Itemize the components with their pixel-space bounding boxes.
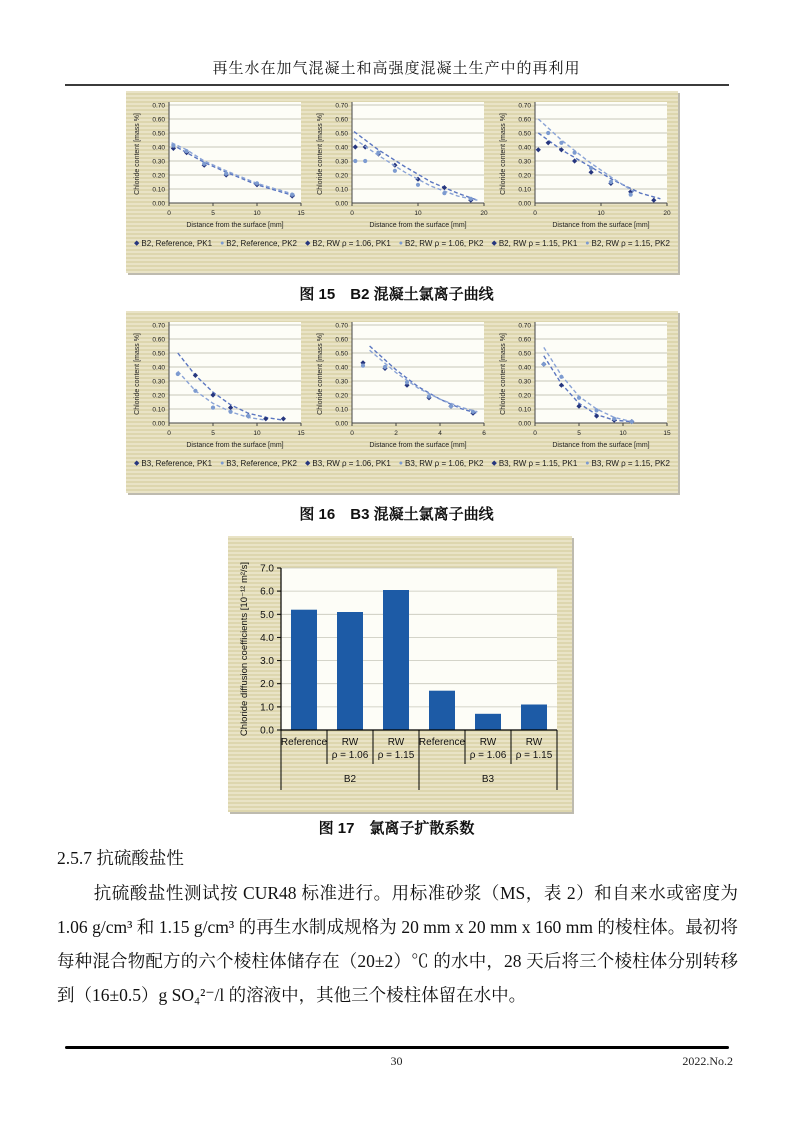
svg-text:0.20: 0.20 <box>518 172 531 180</box>
svg-text:0.40: 0.40 <box>152 144 165 152</box>
figure16-panel <box>126 311 678 493</box>
figure15-legend <box>126 237 678 248</box>
svg-text:0.60: 0.60 <box>152 116 165 124</box>
svg-text:0.00: 0.00 <box>152 420 165 428</box>
legend-item: ◆ B2, RW ρ = 1.15, PK1 <box>491 239 578 248</box>
svg-text:0.10: 0.10 <box>518 406 531 414</box>
svg-text:B2: B2 <box>343 774 357 785</box>
svg-text:20: 20 <box>480 210 488 217</box>
svg-text:Reference: Reference <box>418 737 466 748</box>
page-header-title: 再生水在加气混凝土和高强度混凝土生产中的再利用 <box>212 61 581 77</box>
svg-text:Distance from the surface [mm]: Distance from the surface [mm] <box>186 442 284 449</box>
svg-text:0.60: 0.60 <box>518 336 531 344</box>
svg-text:0.00: 0.00 <box>335 200 348 208</box>
svg-text:10: 10 <box>619 430 627 437</box>
svg-text:1.0: 1.0 <box>260 702 274 714</box>
svg-text:0.70: 0.70 <box>335 322 348 330</box>
svg-text:0.30: 0.30 <box>335 158 348 166</box>
body-paragraph: 抗硫酸盐性测试按 CUR48 标准进行。用标准砂浆（MS，表 2）和自来水或密度为 1.06 g/cm³ 和 1.15 g/cm³ 的再生水制成规格为 20 mm x 20 mm x 160 mm 的棱柱体。最初将每种混合物配方的六个棱柱体储存在（20±2）℃ 的水中，28 天后将三个棱柱体分别转移到（16±0.5）g SO₄²⁻/l 的溶液中，其他三个棱柱体留在水中。 <box>57 883 738 1005</box>
svg-text:Chloride content [mass %]: Chloride content [mass %] <box>134 333 141 415</box>
svg-text:2: 2 <box>394 430 398 437</box>
svg-text:0.60: 0.60 <box>335 116 348 124</box>
svg-text:0.40: 0.40 <box>335 364 348 372</box>
svg-text:4: 4 <box>438 430 442 437</box>
svg-text:3.0: 3.0 <box>260 656 274 668</box>
svg-text:2.0: 2.0 <box>260 679 274 691</box>
legend-item: ● B2, RW ρ = 1.15, PK2 <box>585 239 670 248</box>
svg-text:0.30: 0.30 <box>152 158 165 166</box>
svg-text:Distance from the surface [mm]: Distance from the surface [mm] <box>552 442 650 449</box>
svg-text:0.10: 0.10 <box>335 406 348 414</box>
svg-text:Chloride content [mass %]: Chloride content [mass %] <box>500 333 507 415</box>
svg-text:Distance from the surface [mm]: Distance from the surface [mm] <box>552 222 650 229</box>
svg-text:0.50: 0.50 <box>335 350 348 358</box>
svg-text:0.70: 0.70 <box>152 322 165 330</box>
svg-text:0.30: 0.30 <box>335 378 348 386</box>
bar-chart <box>235 556 565 796</box>
svg-text:0: 0 <box>350 430 354 437</box>
svg-text:Chloride content [mass %]: Chloride content [mass %] <box>500 113 507 195</box>
svg-text:0.10: 0.10 <box>152 186 165 194</box>
svg-text:0.50: 0.50 <box>152 130 165 138</box>
legend-item: ◆ B2, RW ρ = 1.06, PK1 <box>304 239 391 248</box>
svg-text:0: 0 <box>533 430 537 437</box>
circle-marker-icon: ● <box>220 460 225 467</box>
svg-text:0.40: 0.40 <box>518 144 531 152</box>
figure16-charts <box>126 311 678 457</box>
svg-text:0.30: 0.30 <box>518 158 531 166</box>
legend-item: ● B2, Reference, PK2 <box>220 239 298 248</box>
svg-text:0.30: 0.30 <box>518 378 531 386</box>
svg-text:RW: RW <box>479 737 497 748</box>
svg-text:Distance from the surface [mm]: Distance from the surface [mm] <box>369 442 467 449</box>
svg-text:0.40: 0.40 <box>518 364 531 372</box>
svg-text:6: 6 <box>482 430 486 437</box>
section-heading: 2.5.7 抗硫酸盐性 <box>57 848 184 868</box>
figure17-panel <box>228 536 572 812</box>
line-chart <box>495 317 675 457</box>
svg-text:0.20: 0.20 <box>152 392 165 400</box>
svg-text:ρ = 1.15: ρ = 1.15 <box>515 750 553 761</box>
legend-item: ◆ B2, Reference, PK1 <box>133 239 213 248</box>
svg-text:0.60: 0.60 <box>152 336 165 344</box>
footer-issue: 2022.No.2 <box>682 1054 733 1068</box>
figure16-legend <box>126 457 678 468</box>
figure15-charts <box>126 91 678 237</box>
svg-text:0.50: 0.50 <box>335 130 348 138</box>
figure17-chart <box>228 536 572 796</box>
svg-text:0: 0 <box>167 430 171 437</box>
line-chart <box>129 97 309 237</box>
svg-text:15: 15 <box>297 210 305 217</box>
svg-text:20: 20 <box>663 210 671 217</box>
figure15-caption: 图 15 B2 混凝土氯离子曲线 <box>299 286 494 303</box>
svg-text:0.40: 0.40 <box>335 144 348 152</box>
svg-text:ρ = 1.15: ρ = 1.15 <box>377 750 415 761</box>
footer-rule <box>65 1046 729 1049</box>
svg-text:6.0: 6.0 <box>260 586 274 598</box>
svg-text:0.00: 0.00 <box>518 420 531 428</box>
svg-text:0.70: 0.70 <box>518 322 531 330</box>
figure16-caption: 图 16 B3 混凝土氯离子曲线 <box>299 506 494 523</box>
svg-text:ρ = 1.06: ρ = 1.06 <box>469 750 507 761</box>
svg-text:5: 5 <box>577 430 581 437</box>
svg-text:10: 10 <box>414 210 422 217</box>
svg-text:5: 5 <box>211 210 215 217</box>
line-chart <box>312 97 492 237</box>
diamond-marker-icon: ◆ <box>304 460 311 467</box>
line-chart <box>129 317 309 457</box>
diamond-marker-icon: ◆ <box>133 460 140 467</box>
svg-text:0.50: 0.50 <box>518 130 531 138</box>
svg-text:Chloride content [mass %]: Chloride content [mass %] <box>317 333 324 415</box>
svg-text:0: 0 <box>350 210 354 217</box>
svg-text:10: 10 <box>253 210 261 217</box>
legend-item: ● B3, RW ρ = 1.06, PK2 <box>398 459 484 468</box>
circle-marker-icon: ● <box>585 460 590 467</box>
svg-text:10: 10 <box>253 430 261 437</box>
circle-marker-icon: ● <box>398 460 404 467</box>
svg-text:Reference: Reference <box>280 737 328 748</box>
svg-text:15: 15 <box>297 430 305 437</box>
svg-text:5.0: 5.0 <box>260 609 274 621</box>
svg-text:0.0: 0.0 <box>260 725 274 737</box>
svg-text:Chloride content [mass %]: Chloride content [mass %] <box>134 113 141 195</box>
svg-text:RW: RW <box>341 737 359 748</box>
svg-text:0.10: 0.10 <box>152 406 165 414</box>
figure15-panel <box>126 91 678 273</box>
legend-item: ◆ B3, RW ρ = 1.06, PK1 <box>304 459 391 468</box>
header-rule <box>65 84 729 86</box>
svg-text:0: 0 <box>167 210 171 217</box>
figure17-caption: 图 17 氯离子扩散系数 <box>318 820 475 837</box>
legend-item: ● B3, Reference, PK2 <box>220 459 298 468</box>
legend-item: ● B2, RW ρ = 1.06, PK2 <box>398 239 484 248</box>
footer-page-number: 30 <box>390 1054 403 1068</box>
svg-text:7.0: 7.0 <box>260 563 274 575</box>
svg-text:Chloride diffusion coefficient: Chloride diffusion coefficients [10⁻¹² m²/s] <box>239 561 250 737</box>
svg-text:0.10: 0.10 <box>335 186 348 194</box>
svg-text:Chloride content [mass %]: Chloride content [mass %] <box>317 113 324 195</box>
svg-text:0.60: 0.60 <box>518 116 531 124</box>
diamond-marker-icon: ◆ <box>304 240 311 247</box>
line-chart <box>495 97 675 237</box>
svg-text:0.20: 0.20 <box>335 172 348 180</box>
svg-text:0.70: 0.70 <box>518 102 531 110</box>
svg-text:0.20: 0.20 <box>152 172 165 180</box>
svg-text:0.00: 0.00 <box>152 200 165 208</box>
svg-text:0.30: 0.30 <box>152 378 165 386</box>
circle-marker-icon: ● <box>220 240 225 247</box>
circle-marker-icon: ● <box>398 240 404 247</box>
circle-marker-icon: ● <box>585 240 590 247</box>
svg-text:0.00: 0.00 <box>335 420 348 428</box>
svg-text:RW: RW <box>387 737 405 748</box>
svg-text:0.50: 0.50 <box>152 350 165 358</box>
legend-item: ◆ B3, RW ρ = 1.15, PK1 <box>491 459 578 468</box>
svg-text:0.20: 0.20 <box>518 392 531 400</box>
line-chart <box>312 317 492 457</box>
svg-text:0.50: 0.50 <box>518 350 531 358</box>
svg-text:B3: B3 <box>481 774 495 785</box>
svg-text:Distance from the surface [mm]: Distance from the surface [mm] <box>369 222 467 229</box>
svg-text:0.10: 0.10 <box>518 186 531 194</box>
svg-text:0: 0 <box>533 210 537 217</box>
svg-text:0.70: 0.70 <box>152 102 165 110</box>
svg-text:0.40: 0.40 <box>152 364 165 372</box>
legend-item: ◆ B3, Reference, PK1 <box>133 459 213 468</box>
diamond-marker-icon: ◆ <box>491 240 497 247</box>
svg-text:4.0: 4.0 <box>260 632 274 644</box>
svg-text:ρ = 1.06: ρ = 1.06 <box>331 750 369 761</box>
svg-text:0.70: 0.70 <box>335 102 348 110</box>
legend-item: ● B3, RW ρ = 1.15, PK2 <box>585 459 670 468</box>
svg-text:5: 5 <box>211 430 215 437</box>
svg-text:0.20: 0.20 <box>335 392 348 400</box>
svg-text:15: 15 <box>663 430 671 437</box>
diamond-marker-icon: ◆ <box>133 240 140 247</box>
svg-text:0.00: 0.00 <box>518 200 531 208</box>
svg-text:0.60: 0.60 <box>335 336 348 344</box>
diamond-marker-icon: ◆ <box>491 460 497 467</box>
svg-text:RW: RW <box>525 737 543 748</box>
svg-text:10: 10 <box>597 210 605 217</box>
svg-text:Distance from the surface [mm]: Distance from the surface [mm] <box>186 222 284 229</box>
